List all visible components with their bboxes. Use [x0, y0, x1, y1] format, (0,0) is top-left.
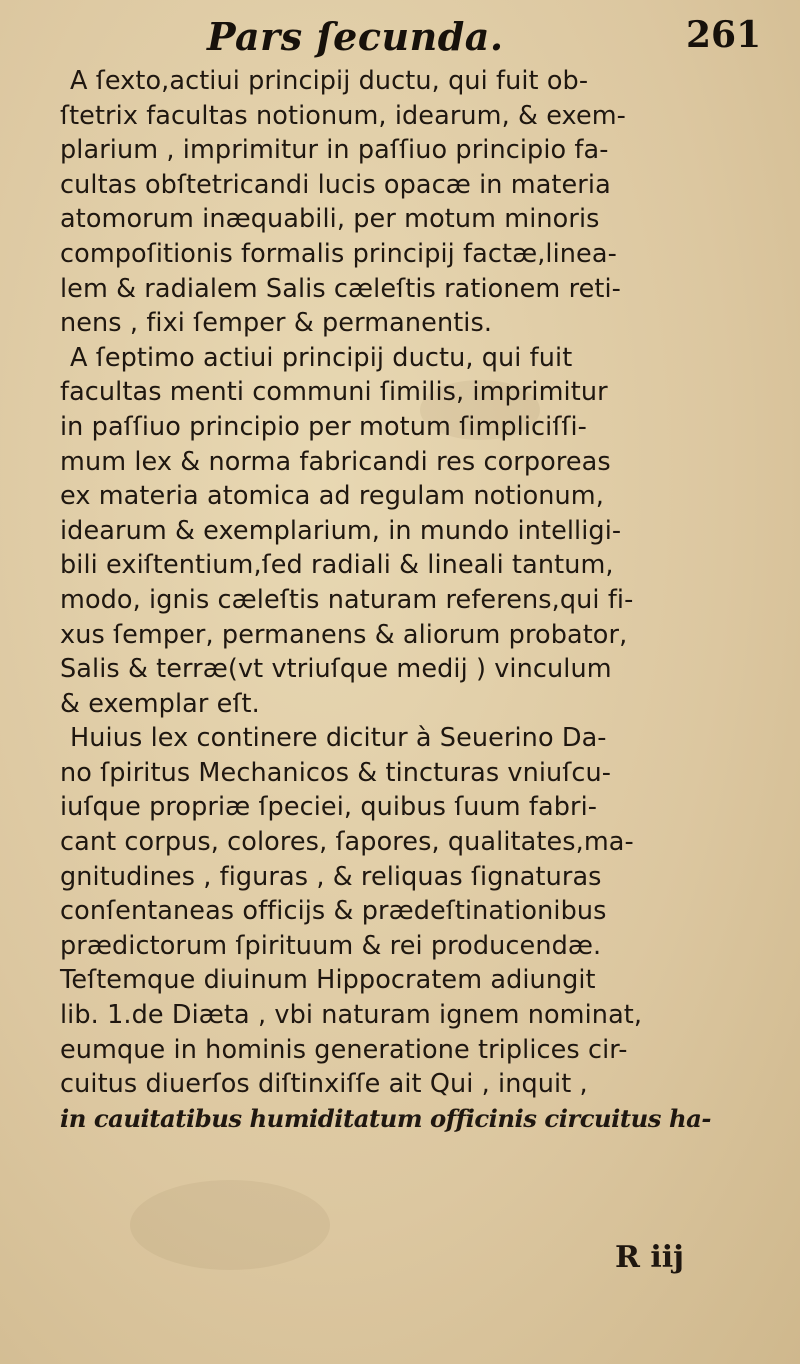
- text-line: atomorum inæquabili, per motum minoris: [60, 204, 600, 235]
- text-line: cuitus diuerſos diſtinxiſſe ait Qui , inquit ,: [60, 1069, 588, 1100]
- text-line: & exemplar eſt.: [60, 688, 260, 719]
- text-line: Salis & terræ(vt vtriuſque medij ) vinculum: [60, 654, 612, 685]
- text-line: gnitudines , figuras , & reliquas ſignaturas: [60, 861, 602, 892]
- signature-mark: R iij: [615, 1240, 685, 1275]
- paper-stain: [130, 1180, 330, 1270]
- text-line: idearum & exemplarium, in mundo intelligi-: [60, 515, 622, 546]
- text-line: A ſeptimo actiui principij ductu, qui fuit: [70, 342, 573, 373]
- text-line: lem & radialem Salis cæleſtis rationem reti-: [60, 273, 621, 304]
- text-line: conſentaneas officijs & prædeſtinationibus: [60, 896, 607, 927]
- text-line: compoſitionis formalis principij factæ,linea-: [60, 238, 617, 269]
- text-line: modo, ignis cæleſtis naturam referens,qui fi-: [60, 584, 634, 615]
- text-line: in paſſiuo principio per motum ſimpliciſſi-: [60, 411, 587, 442]
- page-header: [0, 10, 800, 60]
- text-line: no ſpiritus Mechanicos & tincturas vniuſcu-: [60, 757, 612, 788]
- running-title: Pars ſecunda.: [207, 14, 504, 59]
- text-line: cultas obſtetricandi lucis opacæ in materia: [60, 169, 611, 200]
- text-line: mum lex & norma fabricandi res corporeas: [60, 446, 611, 477]
- text-line: plarium , imprimitur in paſſiuo principio fa-: [60, 135, 609, 166]
- page-number: 261: [686, 14, 762, 56]
- text-line: ſtetrix facultas notionum, idearum, & exem-: [60, 100, 626, 131]
- text-line: A ſexto,actiui principij ductu, qui fuit ob-: [70, 66, 589, 96]
- text-line: bili exiſtentium,ſed radiali & lineali tantum,: [60, 550, 614, 581]
- text-line: lib. 1.de Diæta , vbi naturam ignem nominat,: [60, 1000, 643, 1031]
- text-line: facultas menti communi ſimilis, imprimitur: [60, 377, 608, 408]
- text-line: xus ſemper, permanens & aliorum probator,: [60, 619, 628, 650]
- text-line: eumque in hominis generatione triplices cir-: [60, 1034, 628, 1065]
- text-line: in cauitatibus humiditatum officinis circuitus ha-: [60, 1103, 711, 1133]
- text-line: Huius lex continere dicitur à Seuerino Da-: [70, 723, 607, 754]
- text-line: nens , fixi ſemper & permanentis.: [60, 308, 493, 339]
- text-line: cant corpus, colores, ſapores, qualitates,ma-: [60, 827, 634, 858]
- text-line: iuſque propriæ ſpeciei, quibus ſuum fabri-: [60, 792, 598, 823]
- text-line: ex materia atomica ad regulam notionum,: [60, 481, 604, 512]
- text-line: prædictorum ſpirituum & rei producendæ.: [60, 930, 602, 961]
- body-text: [60, 64, 720, 1136]
- text-line: Teſtemque diuinum Hippocratem adiungit: [60, 965, 596, 996]
